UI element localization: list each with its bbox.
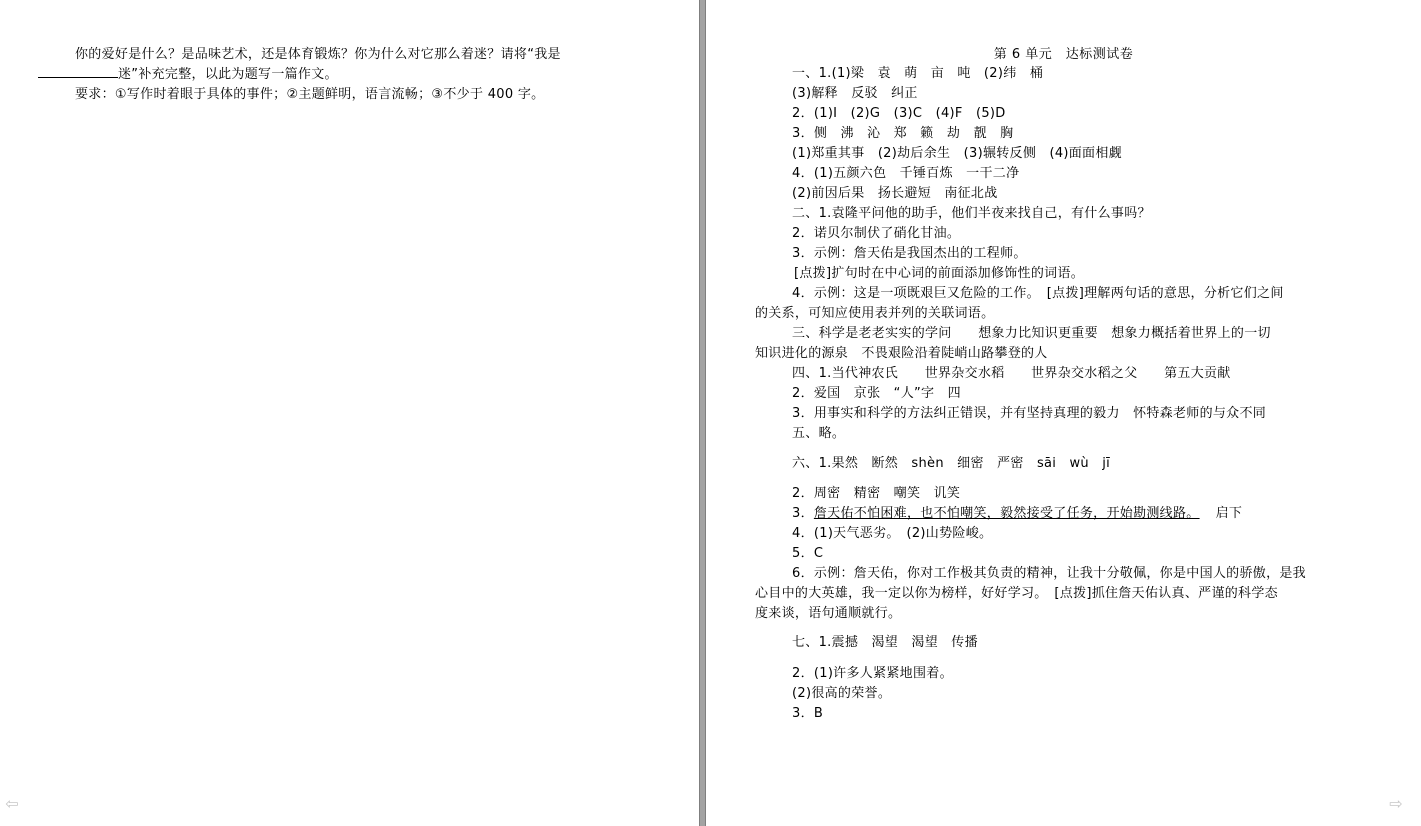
underlined-answer: 詹天佑不怕困难，也不怕嘲笑，毅然接受了任务，开始勘测线路。 bbox=[813, 506, 1200, 521]
answer-line: 的关系，可知应使用表并列的关联词语。 bbox=[755, 306, 995, 321]
answer-line: 六、1.果然 断然 shèn 细密 严密 sāi wù jī bbox=[792, 456, 1111, 471]
answer-line: 6．示例：詹天佑，你对工作极其负责的精神，让我十分敬佩，你是中国人的骄傲，是我 bbox=[792, 566, 1306, 581]
page-divider bbox=[699, 0, 706, 826]
answer-line: 度来谈，语句通顺就行。 bbox=[755, 606, 902, 621]
right-page bbox=[706, 0, 1421, 826]
answer-line: (2)前因后果 扬长避短 南征北战 bbox=[792, 186, 998, 201]
answer-line: 2．周密 精密 嘲笑 讥笑 bbox=[792, 486, 961, 501]
answer-number: 3． bbox=[792, 506, 814, 521]
answer-line: 心目中的大英雄，我一定以你为榜样，好好学习。 [点拨]抓住詹天佑认真、严谨的科学态 bbox=[755, 586, 1278, 601]
left-arrow-icon[interactable]: ⇦ bbox=[5, 794, 19, 813]
answer-line: 3．用事实和科学的方法纠正错误，并有坚持真理的毅力 怀特森老师的与众不同 bbox=[792, 406, 1267, 421]
answer-line: (2)很高的荣誉。 bbox=[792, 686, 892, 701]
answer-line: 2．(1)许多人紧紧地围着。 bbox=[792, 666, 953, 681]
answer-note: 启下 bbox=[1215, 506, 1243, 521]
answer-line bbox=[792, 504, 1242, 524]
answer-line: 四、1.当代神农氏 世界杂交水稻 世界杂交水稻之父 第五大贡献 bbox=[792, 366, 1231, 381]
answer-line: 4．示例：这是一项既艰巨又危险的工作。 [点拨]理解两句话的意思，分析它们之间 bbox=[792, 286, 1284, 301]
answer-line: 二、1.袁隆平问他的助手，他们半夜来找自己，有什么事吗？ bbox=[792, 206, 1151, 221]
answer-line: 知识进化的源泉 不畏艰险沿着陡峭山路攀登的人 bbox=[755, 346, 1048, 361]
answer-line: 一、1.(1)梁 袁 萌 亩 吨 (2)纬 桶 bbox=[792, 66, 1044, 81]
answer-line: 2．诺贝尔制伏了硝化甘油。 bbox=[792, 226, 961, 241]
essay-prompt-line-2 bbox=[38, 64, 338, 85]
page-title: 第 6 单元 达标测试卷 bbox=[993, 47, 1134, 62]
answer-line: 4．(1)五颜六色 千锤百炼 一干二净 bbox=[792, 166, 1020, 181]
answer-line: (3)解释 反驳 纠正 bbox=[792, 86, 918, 101]
answer-line: 三、科学是老老实实的学问 想象力比知识更重要 想象力概括着世界上的一切 bbox=[792, 326, 1271, 341]
answer-line: 4．(1)天气恶劣。 (2)山势险峻。 bbox=[792, 526, 993, 541]
answer-line: 五、略。 bbox=[792, 426, 846, 441]
right-arrow-icon[interactable]: ⇨ bbox=[1389, 794, 1403, 813]
answer-line: [点拨]扩句时在中心词的前面添加修饰性的词语。 bbox=[794, 266, 1085, 281]
answer-line: 5．C bbox=[792, 546, 824, 561]
essay-prompt-line-1: 你的爱好是什么？是品味艺术，还是体育锻炼？你为什么对它那么着迷？请将“我是 bbox=[75, 47, 561, 62]
answer-line: 3．示例：詹天佑是我国杰出的工程师。 bbox=[792, 246, 1027, 261]
answer-line: (1)郑重其事 (2)劫后余生 (3)辗转反侧 (4)面面相觑 bbox=[792, 146, 1122, 161]
answer-line: 2．(1)I (2)G (3)C (4)F (5)D bbox=[792, 106, 1006, 121]
left-page bbox=[0, 0, 699, 826]
fill-in-blank bbox=[38, 64, 118, 78]
essay-requirements: 要求：①写作时着眼于具体的事件；②主题鲜明，语言流畅；③不少于 400 字。 bbox=[75, 87, 545, 102]
answer-line: 3．B bbox=[792, 706, 824, 721]
answer-line: 2．爱国 京张 “人”字 四 bbox=[792, 386, 961, 401]
essay-prompt-line-2-text: 迷”补充完整，以此为题写一篇作文。 bbox=[118, 67, 338, 82]
answer-line: 七、1.震撼 渴望 渴望 传播 bbox=[792, 635, 978, 650]
answer-line: 3．侧 沸 沁 郑 籁 劫 靓 胸 bbox=[792, 126, 1014, 141]
